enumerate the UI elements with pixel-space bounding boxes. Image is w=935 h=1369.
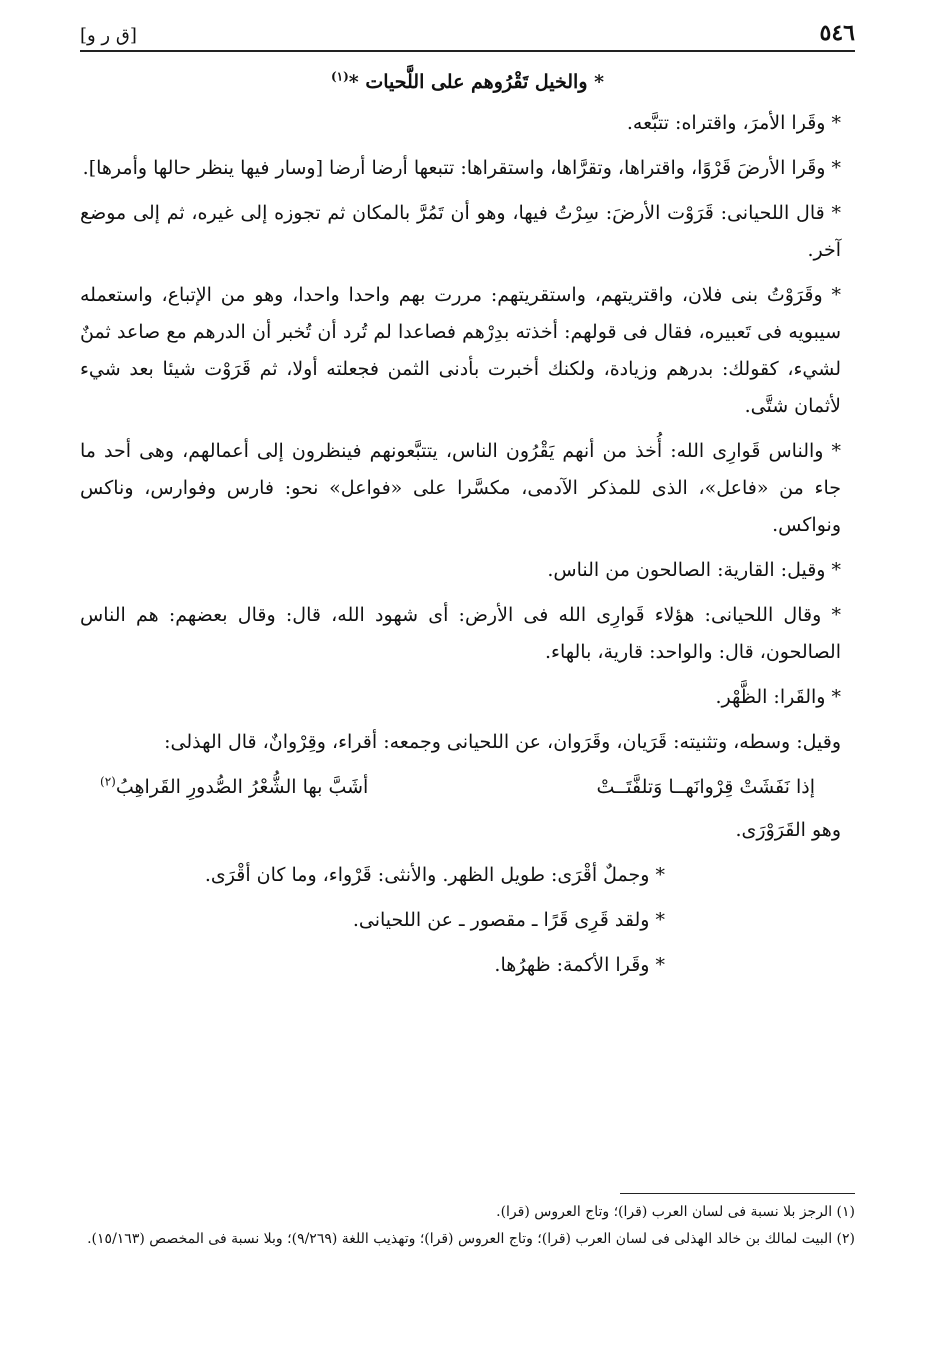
page-number: ٥٤٦ <box>819 20 855 46</box>
page-header <box>80 16 855 52</box>
footnote: (٢) البيت لمالك بن خالد الهذلى فى لسان العرب (قرا)؛ وتاج العروس (قرا)؛ وتهذيب اللغة (٩/٢٦٩)؛ وبلا نسبة فى المخصص (١٥/١٦٣). <box>87 1231 855 1247</box>
footnotes <box>80 1193 855 1254</box>
root-label: [ق ر و] <box>80 25 137 46</box>
main-text <box>80 58 855 992</box>
entry-paragraph: * والناس قَوارِى الله: أُخذ من أنهم يَقْرُون الناس، يتتبَّعونهم فينظرون إلى أعمالهم، وهى أحد ما جاء من «فاعل»، الذى للمذكر الآدمى، مكسَّرا على «فواعل» نحو: فارس وفوارس، وناكس ونواكس. <box>80 440 841 536</box>
entry-paragraph: * وقَرا الأمرَ، واقتراه: تتبَّعه. <box>626 112 841 134</box>
poem-hemistich-left-wrap <box>100 769 368 806</box>
entry-paragraph: * وقَرا الأكمة: ظهرُها. <box>494 954 665 976</box>
footnote-ref-1: (١) <box>330 69 349 84</box>
entry-paragraph: * وقيل: القارية: الصالحون من الناس. <box>547 559 841 581</box>
entry-paragraph: وهو القَرَوْرَى. <box>735 819 841 841</box>
footnote: (١) الرجز بلا نسبة فى لسان العرب (قرا)؛ وتاج العروس (قرا). <box>496 1204 855 1220</box>
footnote-divider <box>620 1193 855 1194</box>
entry-paragraph: وقيل: وسطه، وتثنيته: قَرَيان، وقَرَوان، عن اللحيانى وجمعه: أقراء، وقِرْوانٌ، قال الهذلى: <box>164 731 841 753</box>
footnote-ref-2: (٢) <box>100 774 116 789</box>
verse-heading <box>80 64 855 101</box>
verse-heading-text: * والخيل تَقْرُوهم على اللَّحيات * <box>348 71 605 93</box>
entry-paragraph: * وجملٌ أقْرَى: طويل الظهر. والأنثى: قَرْواء، وما كان أقْرَى. <box>204 864 665 886</box>
entry-paragraph: * والقَرا: الظَّهْر. <box>715 686 841 708</box>
poem-hemistich-left: أشَبَّ بها الشُّعْرُ الصُّدورِ القَراهِبُ <box>115 776 369 798</box>
poem-hemistich-right: إذا نَفَشَتْ قِرْوانَهــا وَتلفَّتَــتْ <box>596 776 815 798</box>
entry-paragraph: * وقال اللحيانى: هؤلاء قَوارِى الله فى الأرض: أى شهود الله، قال: وقال بعضهم: هم الناس الصالحون، قال: والواحد: قارية، بالهاء. <box>80 604 841 663</box>
entry-paragraph: * قال اللحيانى: قَرَوْت الأرضَ: سِرْتُ فيها، وهو أن تَمُرَّ بالمكان ثم تجوزه إلى غيره، ثم إلى موضع آخر. <box>80 202 841 261</box>
entry-paragraph: * ولقد قَرِى قَرًا ـ مقصور ـ عن اللحيانى. <box>352 909 665 931</box>
entry-paragraph: * وقَرا الأرضَ قَرْوًا، واقتراها، وتقرَّاها، واستقراها: تتبعها أرضا أرضا [وسار فيها ينظر حالها وأمرها]. <box>82 157 841 179</box>
poem-verse <box>80 769 855 806</box>
entry-paragraph: * وقَرَوْتُ بنى فلان، واقتريتهم، واستقريتهم: مررت بهم واحدا واحدا، وهو من الإتباع، واستعمله سيبويه فى تَعبيره، فقال فى قولهم: أخذته بدِرْهم فصاعدا لم تُرد أن تُخبر أن الدرهم مع صاعد ثمنٌ لشيء، كقولك: بدرهم وزيادة، ولكنك أخبرت بأدنى الثمن فجعلته أولا، ثم قَرَوْت شيئا بعد شيء لأثمان شتَّى. <box>80 284 841 417</box>
